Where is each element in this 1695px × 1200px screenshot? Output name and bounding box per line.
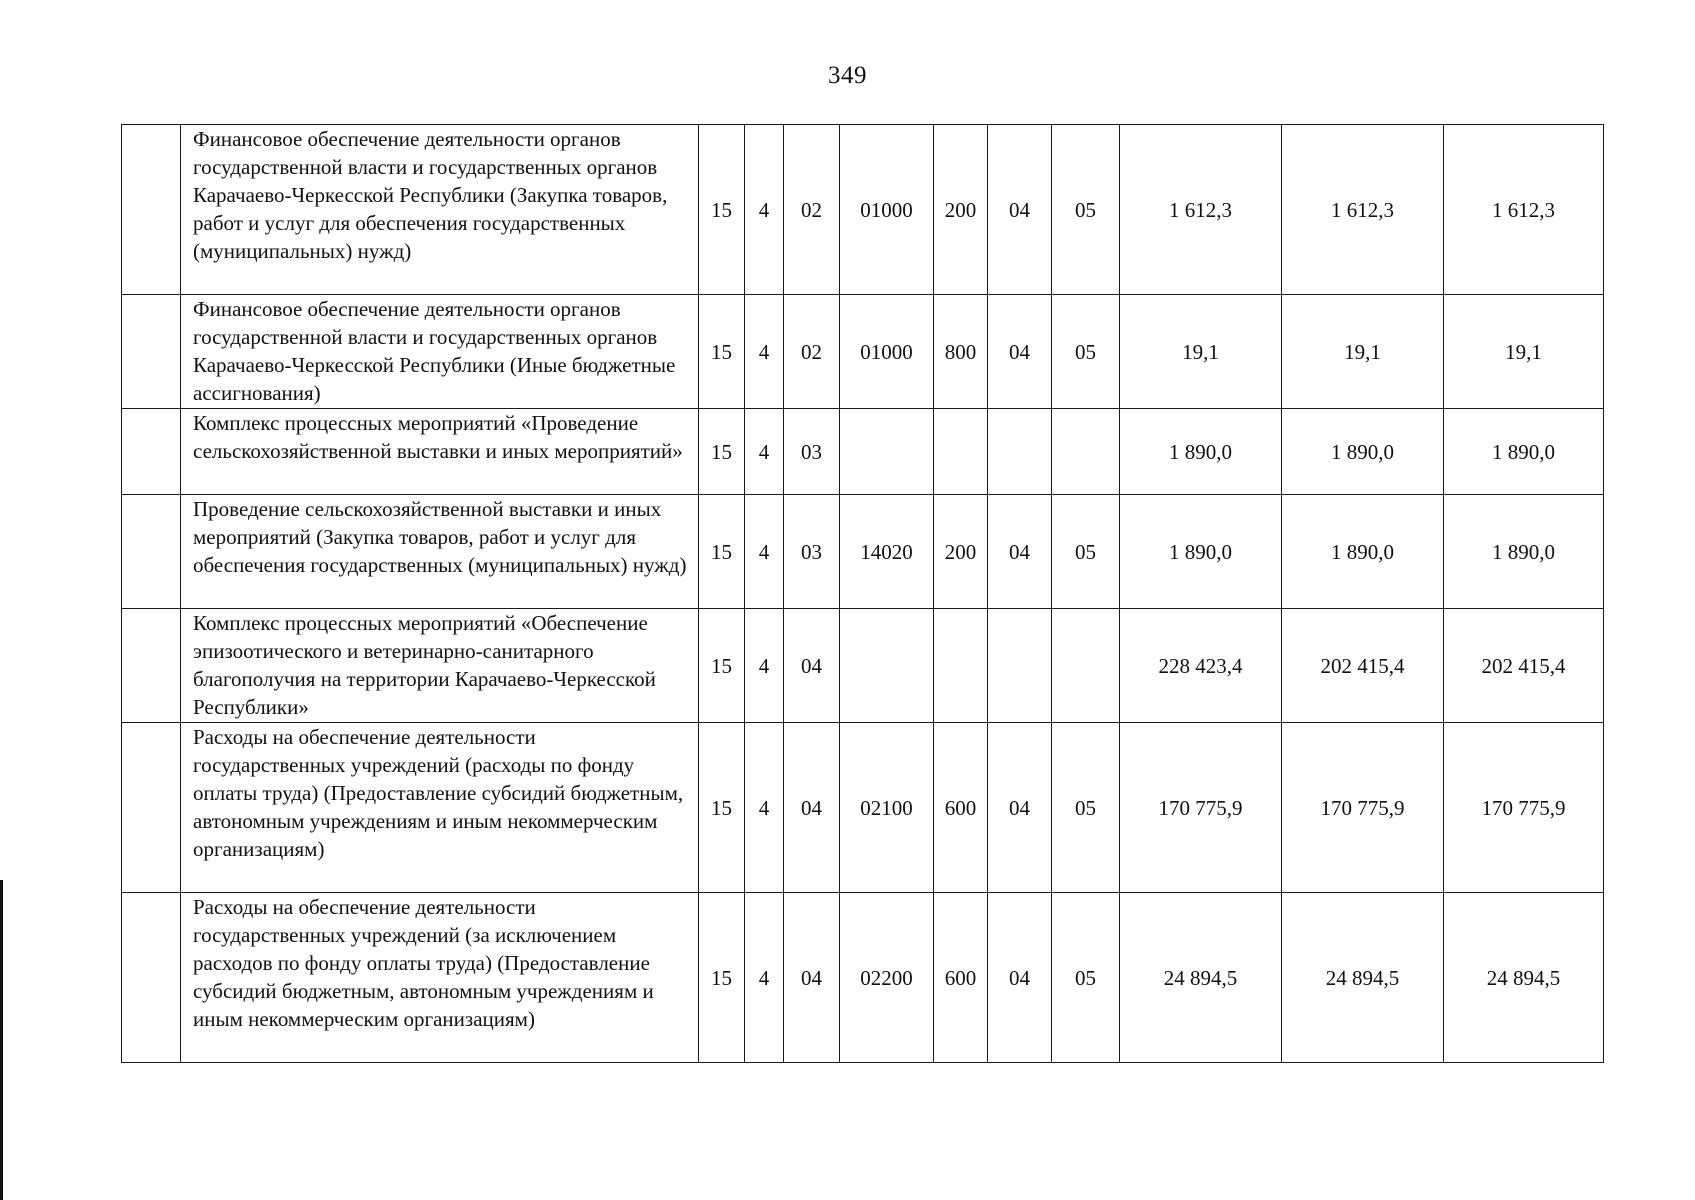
code-cell: 02200 <box>840 893 934 1063</box>
amount-cell: 24 894,5 <box>1120 893 1282 1063</box>
expense-name-cell: Проведение сельскохозяйственной выставки и иных мероприятий (Закупка товаров, работ и услуг для обеспечения государственных (муниципальных) нужд) <box>181 495 699 609</box>
code-cell: 15 <box>699 609 745 723</box>
code-cell: 04 <box>988 495 1052 609</box>
expense-name-cell: Расходы на обеспечение деятельности государственных учреждений (за исключением расходов по фонду оплаты труда) (Предоставление субсидий бюджетным, автономным учреждениям и иным некоммерческим организациям) <box>181 893 699 1063</box>
code-cell: 600 <box>934 893 988 1063</box>
code-cell: 200 <box>934 495 988 609</box>
amount-cell: 1 890,0 <box>1120 409 1282 495</box>
amount-cell: 170 775,9 <box>1120 723 1282 893</box>
code-cell <box>988 609 1052 723</box>
code-cell: 01000 <box>840 295 934 409</box>
table-row <box>122 893 1604 1063</box>
code-cell: 4 <box>745 409 784 495</box>
index-cell <box>122 409 181 495</box>
table-row <box>122 609 1604 723</box>
amount-cell: 170 775,9 <box>1444 723 1604 893</box>
code-cell: 05 <box>1052 893 1120 1063</box>
amount-cell: 19,1 <box>1282 295 1444 409</box>
amount-cell: 228 423,4 <box>1120 609 1282 723</box>
code-cell: 02100 <box>840 723 934 893</box>
budget-table <box>121 124 1604 1063</box>
code-cell: 15 <box>699 125 745 295</box>
code-cell: 800 <box>934 295 988 409</box>
code-cell: 4 <box>745 609 784 723</box>
code-cell: 05 <box>1052 125 1120 295</box>
code-cell: 05 <box>1052 495 1120 609</box>
page-number: 349 <box>828 62 867 89</box>
code-cell: 14020 <box>840 495 934 609</box>
code-cell: 200 <box>934 125 988 295</box>
code-cell: 04 <box>988 723 1052 893</box>
amount-cell: 24 894,5 <box>1282 893 1444 1063</box>
code-cell: 01000 <box>840 125 934 295</box>
code-cell <box>840 609 934 723</box>
code-cell: 02 <box>784 295 840 409</box>
code-cell: 04 <box>988 893 1052 1063</box>
code-cell: 15 <box>699 723 745 893</box>
code-cell: 04 <box>988 125 1052 295</box>
code-cell: 05 <box>1052 723 1120 893</box>
amount-cell: 1 612,3 <box>1282 125 1444 295</box>
amount-cell: 170 775,9 <box>1282 723 1444 893</box>
table-row <box>122 125 1604 295</box>
code-cell <box>1052 409 1120 495</box>
code-cell: 04 <box>988 295 1052 409</box>
expense-name-cell: Расходы на обеспечение деятельности государственных учреждений (расходы по фонду оплаты труда) (Предоставление субсидий бюджетным, автономным учреждениям и иным некоммерческим организациям) <box>181 723 699 893</box>
index-cell <box>122 723 181 893</box>
index-cell <box>122 893 181 1063</box>
code-cell: 4 <box>745 295 784 409</box>
code-cell: 03 <box>784 409 840 495</box>
amount-cell: 1 890,0 <box>1444 495 1604 609</box>
index-cell <box>122 125 181 295</box>
amount-cell: 19,1 <box>1444 295 1604 409</box>
code-cell: 4 <box>745 495 784 609</box>
code-cell <box>1052 609 1120 723</box>
code-cell: 02 <box>784 125 840 295</box>
code-cell: 04 <box>784 723 840 893</box>
amount-cell: 1 890,0 <box>1282 409 1444 495</box>
code-cell: 4 <box>745 723 784 893</box>
code-cell <box>934 609 988 723</box>
amount-cell: 24 894,5 <box>1444 893 1604 1063</box>
amount-cell: 202 415,4 <box>1282 609 1444 723</box>
index-cell <box>122 295 181 409</box>
code-cell <box>934 409 988 495</box>
amount-cell: 1 612,3 <box>1120 125 1282 295</box>
amount-cell: 1 890,0 <box>1444 409 1604 495</box>
amount-cell: 1 890,0 <box>1120 495 1282 609</box>
expense-name-cell: Комплекс процессных мероприятий «Обеспечение эпизоотического и ветеринарно-санитарного благополучия на территории Карачаево-Черкесской Республики» <box>181 609 699 723</box>
code-cell <box>840 409 934 495</box>
amount-cell: 1 612,3 <box>1444 125 1604 295</box>
code-cell: 4 <box>745 125 784 295</box>
code-cell: 15 <box>699 295 745 409</box>
code-cell: 05 <box>1052 295 1120 409</box>
index-cell <box>122 609 181 723</box>
index-cell <box>122 495 181 609</box>
code-cell: 15 <box>699 409 745 495</box>
code-cell: 4 <box>745 893 784 1063</box>
expense-name-cell: Комплекс процессных мероприятий «Проведение сельскохозяйственной выставки и иных мероприятий» <box>181 409 699 495</box>
code-cell: 03 <box>784 495 840 609</box>
expense-name-cell: Финансовое обеспечение деятельности органов государственной власти и государственных органов Карачаево-Черкесской Республики (Закупка товаров, работ и услуг для обеспечения государственных (муниципальных) нужд) <box>181 125 699 295</box>
code-cell: 04 <box>784 893 840 1063</box>
amount-cell: 19,1 <box>1120 295 1282 409</box>
amount-cell: 1 890,0 <box>1282 495 1444 609</box>
table-row <box>122 409 1604 495</box>
code-cell: 15 <box>699 495 745 609</box>
table-row <box>122 723 1604 893</box>
scan-edge-mark <box>0 880 3 1200</box>
table-row <box>122 295 1604 409</box>
expense-name-cell: Финансовое обеспечение деятельности органов государственной власти и государственных органов Карачаево-Черкесской Республики (Иные бюджетные ассигнования) <box>181 295 699 409</box>
amount-cell: 202 415,4 <box>1444 609 1604 723</box>
code-cell: 04 <box>784 609 840 723</box>
code-cell: 600 <box>934 723 988 893</box>
code-cell: 15 <box>699 893 745 1063</box>
table-row <box>122 495 1604 609</box>
code-cell <box>988 409 1052 495</box>
